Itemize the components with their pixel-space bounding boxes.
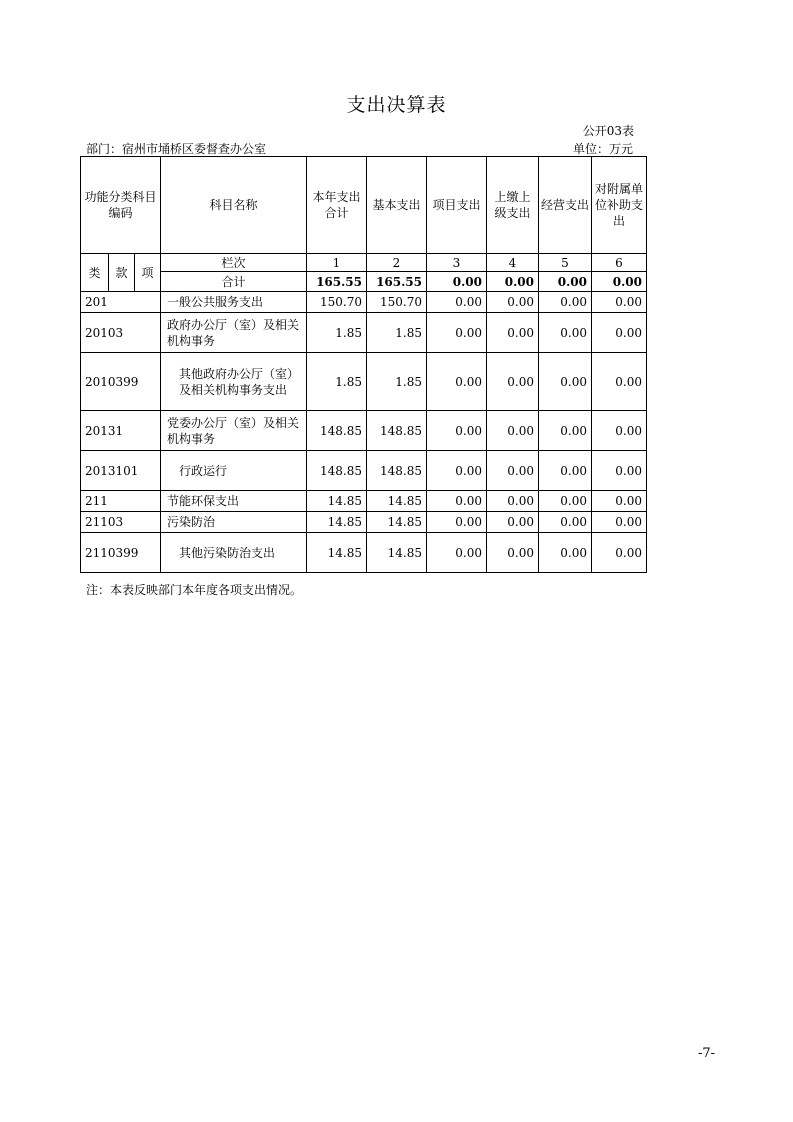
header-row	[81, 157, 647, 254]
total-label: 合计	[161, 272, 307, 292]
table-row	[81, 411, 647, 451]
row-name: 政府办公厅（室）及相关机构事务	[161, 313, 307, 353]
index-cell: 5	[539, 254, 592, 272]
row-value: 0.00	[539, 292, 592, 313]
row-value: 14.85	[367, 512, 427, 533]
row-code: 211	[81, 491, 161, 512]
row-value: 0.00	[592, 411, 647, 451]
table-row	[81, 292, 647, 313]
row-value: 0.00	[487, 512, 539, 533]
row-value: 0.00	[427, 411, 487, 451]
row-value: 0.00	[487, 313, 539, 353]
total-row	[81, 272, 647, 292]
row-value: 0.00	[427, 512, 487, 533]
row-value: 0.00	[539, 411, 592, 451]
header-col4: 上缴上级支出	[487, 157, 539, 254]
row-value: 0.00	[487, 533, 539, 573]
row-value: 0.00	[427, 353, 487, 411]
table-row	[81, 533, 647, 573]
row-value: 148.85	[307, 451, 367, 491]
form-number: 公开03表	[582, 124, 634, 138]
header-col5: 经营支出	[539, 157, 592, 254]
row-value: 0.00	[539, 313, 592, 353]
row-value: 0.00	[539, 451, 592, 491]
row-code: 2010399	[81, 353, 161, 411]
row-value: 0.00	[427, 292, 487, 313]
index-cell: 4	[487, 254, 539, 272]
department-label: 部门：宿州市埇桥区委督查办公室	[86, 142, 267, 156]
row-value: 0.00	[592, 533, 647, 573]
index-cell: 1	[307, 254, 367, 272]
row-name: 其他政府办公厅（室）及相关机构事务支出	[161, 353, 307, 411]
row-value: 0.00	[487, 451, 539, 491]
table-row	[81, 353, 647, 411]
row-value: 150.70	[307, 292, 367, 313]
row-code: 21103	[81, 512, 161, 533]
row-value: 14.85	[307, 512, 367, 533]
table-row	[81, 451, 647, 491]
row-value: 0.00	[539, 491, 592, 512]
row-code: 2013101	[81, 451, 161, 491]
row-value: 0.00	[427, 491, 487, 512]
page-title: 支出决算表	[346, 94, 447, 116]
row-value: 0.00	[487, 491, 539, 512]
row-value: 148.85	[307, 411, 367, 451]
row-value: 0.00	[592, 451, 647, 491]
index-cell: 2	[367, 254, 427, 272]
row-value: 1.85	[307, 353, 367, 411]
total-value: 165.55	[307, 272, 367, 292]
row-value: 0.00	[592, 292, 647, 313]
row-name: 其他污染防治支出	[161, 533, 307, 573]
row-value: 14.85	[367, 491, 427, 512]
table-row	[81, 313, 647, 353]
row-name: 行政运行	[161, 451, 307, 491]
expenditure-table	[80, 156, 647, 573]
total-value: 0.00	[539, 272, 592, 292]
header-subject-name: 科目名称	[161, 157, 307, 254]
row-code: 201	[81, 292, 161, 313]
row-name: 污染防治	[161, 512, 307, 533]
row-value: 0.00	[427, 451, 487, 491]
index-cell: 3	[427, 254, 487, 272]
row-value: 0.00	[592, 313, 647, 353]
page-number: -7-	[697, 1046, 715, 1061]
row-value: 14.85	[307, 533, 367, 573]
row-code: 20103	[81, 313, 161, 353]
row-value: 0.00	[427, 533, 487, 573]
header-lei: 类	[81, 254, 109, 292]
index-cell: 6	[592, 254, 647, 272]
row-code: 20131	[81, 411, 161, 451]
total-value: 165.55	[367, 272, 427, 292]
row-value: 148.85	[367, 451, 427, 491]
row-name: 节能环保支出	[161, 491, 307, 512]
total-value: 0.00	[427, 272, 487, 292]
row-code: 2110399	[81, 533, 161, 573]
row-value: 0.00	[487, 411, 539, 451]
row-value: 0.00	[427, 313, 487, 353]
row-value: 0.00	[539, 533, 592, 573]
row-name: 党委办公厅（室）及相关机构事务	[161, 411, 307, 451]
header-col6: 对附属单位补助支出	[592, 157, 647, 254]
unit-label: 单位：万元	[572, 142, 633, 156]
row-value: 0.00	[539, 353, 592, 411]
header-xiang: 项	[135, 254, 161, 292]
row-value: 1.85	[307, 313, 367, 353]
row-value: 148.85	[367, 411, 427, 451]
total-value: 0.00	[592, 272, 647, 292]
row-value: 150.70	[367, 292, 427, 313]
row-value: 0.00	[592, 491, 647, 512]
row-value: 0.00	[539, 512, 592, 533]
row-value: 1.85	[367, 353, 427, 411]
row-value: 14.85	[367, 533, 427, 573]
row-value: 0.00	[592, 353, 647, 411]
table-row	[81, 512, 647, 533]
row-value: 1.85	[367, 313, 427, 353]
header-col1: 本年支出合计	[307, 157, 367, 254]
header-kuan: 款	[109, 254, 135, 292]
header-lanci: 栏次	[161, 254, 307, 272]
row-value: 0.00	[592, 512, 647, 533]
total-value: 0.00	[487, 272, 539, 292]
row-name: 一般公共服务支出	[161, 292, 307, 313]
index-row	[81, 254, 647, 272]
table-row	[81, 491, 647, 512]
row-value: 0.00	[487, 292, 539, 313]
header-col3: 项目支出	[427, 157, 487, 254]
header-func-code: 功能分类科目编码	[81, 157, 161, 254]
row-value: 14.85	[307, 491, 367, 512]
table-note: 注：本表反映部门本年度各项支出情况。	[86, 583, 303, 597]
row-value: 0.00	[487, 353, 539, 411]
header-col2: 基本支出	[367, 157, 427, 254]
